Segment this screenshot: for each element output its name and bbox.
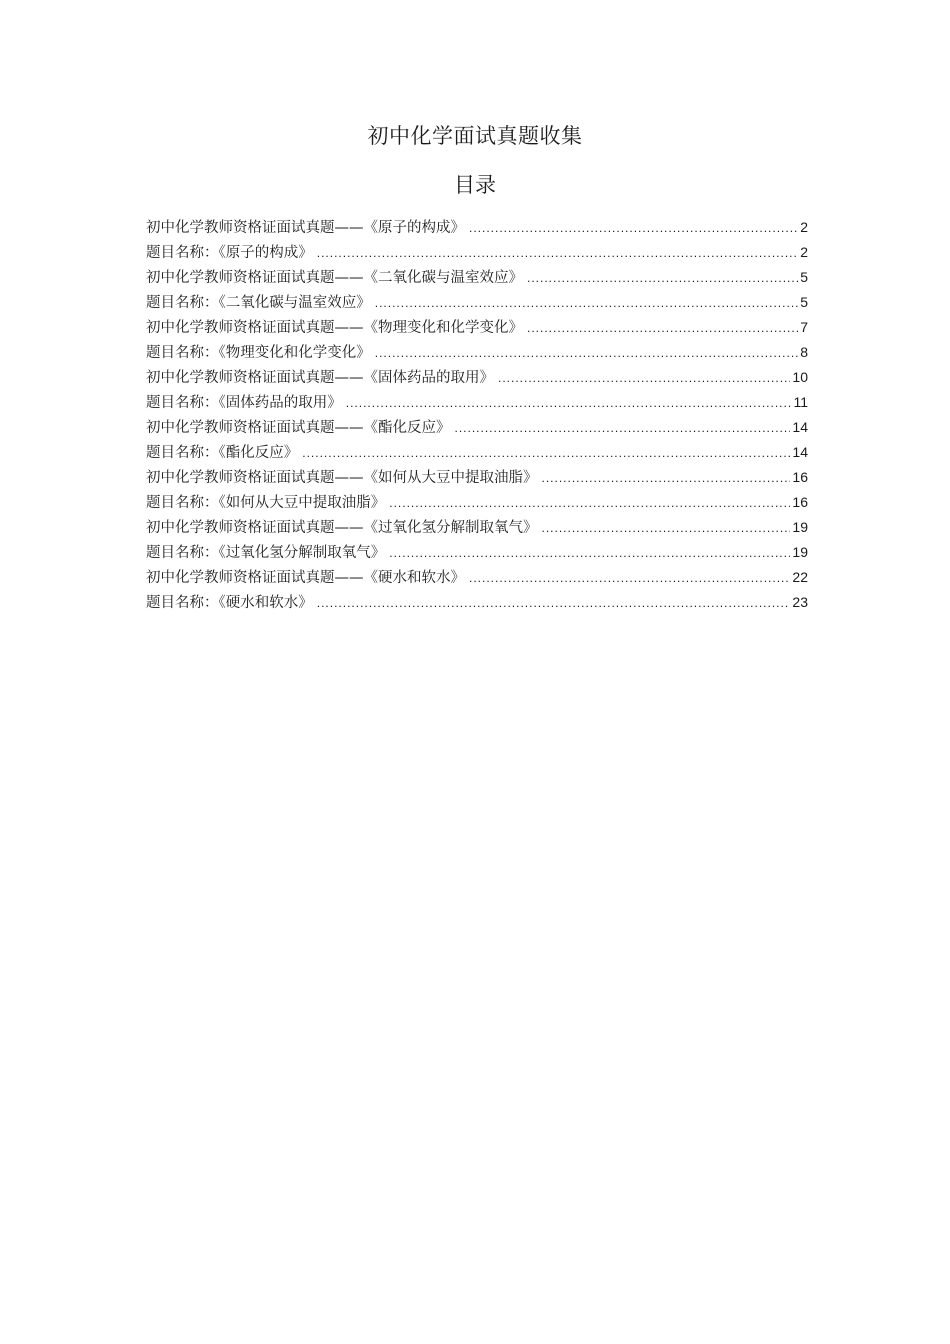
toc-page-number: 22 — [792, 569, 808, 585]
toc-entry[interactable] — [146, 490, 808, 515]
toc-entry[interactable] — [146, 240, 808, 265]
table-of-contents — [146, 215, 808, 615]
toc-page-number: 8 — [800, 344, 808, 360]
toc-entry-title: 题目名称：《硬水和软水》 — [146, 595, 313, 611]
toc-dot-leader — [527, 266, 798, 291]
toc-page-number: 19 — [792, 544, 808, 560]
toc-entry-title: 题目名称：《物理变化和化学变化》 — [146, 345, 371, 361]
toc-entry-title: 题目名称：《二氧化碳与温室效应》 — [146, 295, 371, 311]
toc-page-number: 2 — [800, 219, 808, 235]
toc-heading: 目录 — [454, 173, 496, 197]
toc-entry[interactable] — [146, 590, 808, 615]
toc-page-number: 16 — [792, 469, 808, 485]
toc-dot-leader — [317, 241, 798, 266]
toc-page-number: 19 — [792, 519, 808, 535]
page-title: 初中化学面试真题收集 — [367, 124, 583, 148]
toc-page-number: 2 — [800, 244, 808, 260]
toc-entry-title: 题目名称：《酯化反应》 — [146, 445, 299, 461]
toc-entry-title: 初中化学教师资格证面试真题——《硬水和软水》 — [146, 570, 465, 586]
toc-entry[interactable] — [146, 290, 808, 315]
toc-entry[interactable] — [146, 415, 808, 440]
toc-page-number: 14 — [792, 444, 808, 460]
toc-entry-title: 初中化学教师资格证面试真题——《过氧化氢分解制取氧气》 — [146, 520, 538, 536]
toc-entry[interactable] — [146, 365, 808, 390]
toc-page-number: 16 — [792, 494, 808, 510]
toc-entry[interactable] — [146, 390, 808, 415]
toc-entry[interactable] — [146, 465, 808, 490]
toc-entry-title: 初中化学教师资格证面试真题——《原子的构成》 — [146, 220, 465, 236]
toc-entry[interactable] — [146, 315, 808, 340]
toc-page-number: 7 — [800, 319, 808, 335]
toc-entry[interactable] — [146, 265, 808, 290]
toc-entry[interactable] — [146, 565, 808, 590]
toc-entry-title: 题目名称：《原子的构成》 — [146, 245, 313, 261]
toc-page-number: 11 — [793, 394, 808, 410]
toc-dot-leader — [375, 341, 798, 366]
toc-dot-leader — [389, 491, 790, 516]
toc-entry-title: 题目名称：《如何从大豆中提取油脂》 — [146, 495, 386, 511]
toc-dot-leader — [302, 441, 790, 466]
toc-dot-leader — [542, 516, 791, 541]
toc-page-number: 23 — [792, 594, 808, 610]
toc-dot-leader — [455, 416, 791, 441]
toc-page-number: 5 — [800, 269, 808, 285]
toc-dot-leader — [375, 291, 798, 316]
toc-entry[interactable] — [146, 540, 808, 565]
toc-entry-title: 题目名称：《固体药品的取用》 — [146, 395, 342, 411]
toc-dot-leader — [317, 591, 791, 616]
toc-dot-leader — [498, 366, 790, 391]
toc-entry-title: 初中化学教师资格证面试真题——《物理变化和化学变化》 — [146, 320, 523, 336]
toc-entry[interactable] — [146, 340, 808, 365]
toc-entry-title: 初中化学教师资格证面试真题——《固体药品的取用》 — [146, 370, 494, 386]
toc-entry-title: 初中化学教师资格证面试真题——《二氧化碳与温室效应》 — [146, 270, 523, 286]
toc-entry-title: 初中化学教师资格证面试真题——《酯化反应》 — [146, 420, 451, 436]
toc-dot-leader — [469, 216, 798, 241]
toc-entry-title: 初中化学教师资格证面试真题——《如何从大豆中提取油脂》 — [146, 470, 538, 486]
toc-page-number: 14 — [792, 419, 808, 435]
toc-dot-leader — [346, 391, 792, 416]
toc-entry[interactable] — [146, 515, 808, 540]
toc-page-number: 5 — [800, 294, 808, 310]
toc-dot-leader — [469, 566, 790, 591]
toc-dot-leader — [542, 466, 791, 491]
toc-entry[interactable] — [146, 440, 808, 465]
toc-dot-leader — [389, 541, 790, 566]
toc-page-number: 10 — [792, 369, 808, 385]
toc-entry-title: 题目名称：《过氧化氢分解制取氧气》 — [146, 545, 386, 561]
toc-dot-leader — [527, 316, 798, 341]
toc-entry[interactable] — [146, 215, 808, 240]
